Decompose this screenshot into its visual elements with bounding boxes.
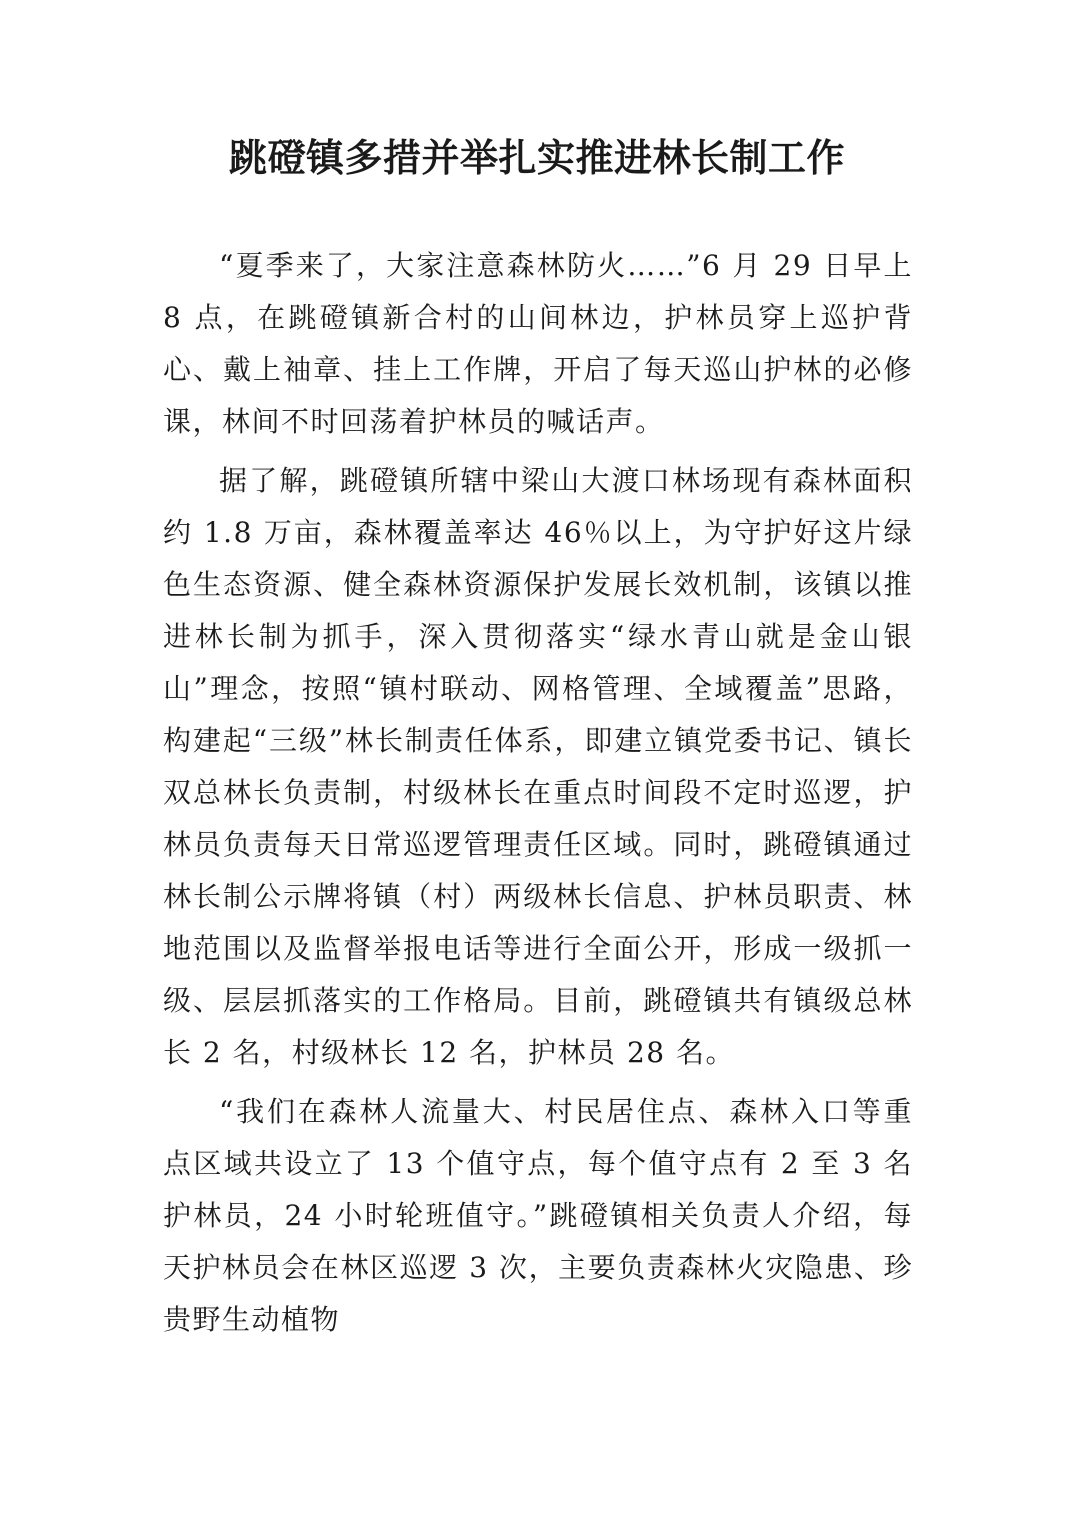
document-title: 跳磴镇多措并举扎实推进林长制工作 <box>228 136 845 180</box>
paragraph-1: “夏季来了，大家注意森林防火……”6 月 29 日早上 8 点，在跳磴镇新合村的山间林边，护林员穿上巡护背心、戴上袖章、挂上工作牌，开启了每天巡山护林的必修课，林间不时回荡着护林员的喊话声。 <box>163 249 913 438</box>
paragraph-2: 据了解，跳磴镇所辖中梁山大渡口林场现有森林面积约 1.8 万亩，森林覆盖率达 46％以上，为守护好这片绿色生态资源、健全森林资源保护发展长效机制，该镇以推进林长制为抓手，深入贯彻落实“绿水青山就是金山银山”理念，按照“镇村联动、网格管理、全域覆盖”思路，构建起“三级”林长制责任体系，即建立镇党委书记、镇长双总林长负责制，村级林长在重点时间段不定时巡逻，护林员负责每天日常巡逻管理责任区域。同时，跳磴镇通过林长制公示牌将镇（村）两级林长信息、护林员职责、林地范围以及监督举报电话等进行全面公开，形成一级抓一级、层层抓落实的工作格局。目前，跳磴镇共有镇级总林长 2 名，村级林长 12 名，护林员 28 名。 <box>163 464 913 1069</box>
paragraph-3: “我们在森林人流量大、村民居住点、森林入口等重点区域共设立了 13 个值守点，每个值守点有 2 至 3 名护林员，24 小时轮班值守。”跳磴镇相关负责人介绍，每天护林员会在林区巡逻 3 次，主要负责森林火灾隐患、珍贵野生动植物 <box>163 1095 913 1336</box>
document-body <box>163 240 913 1353</box>
